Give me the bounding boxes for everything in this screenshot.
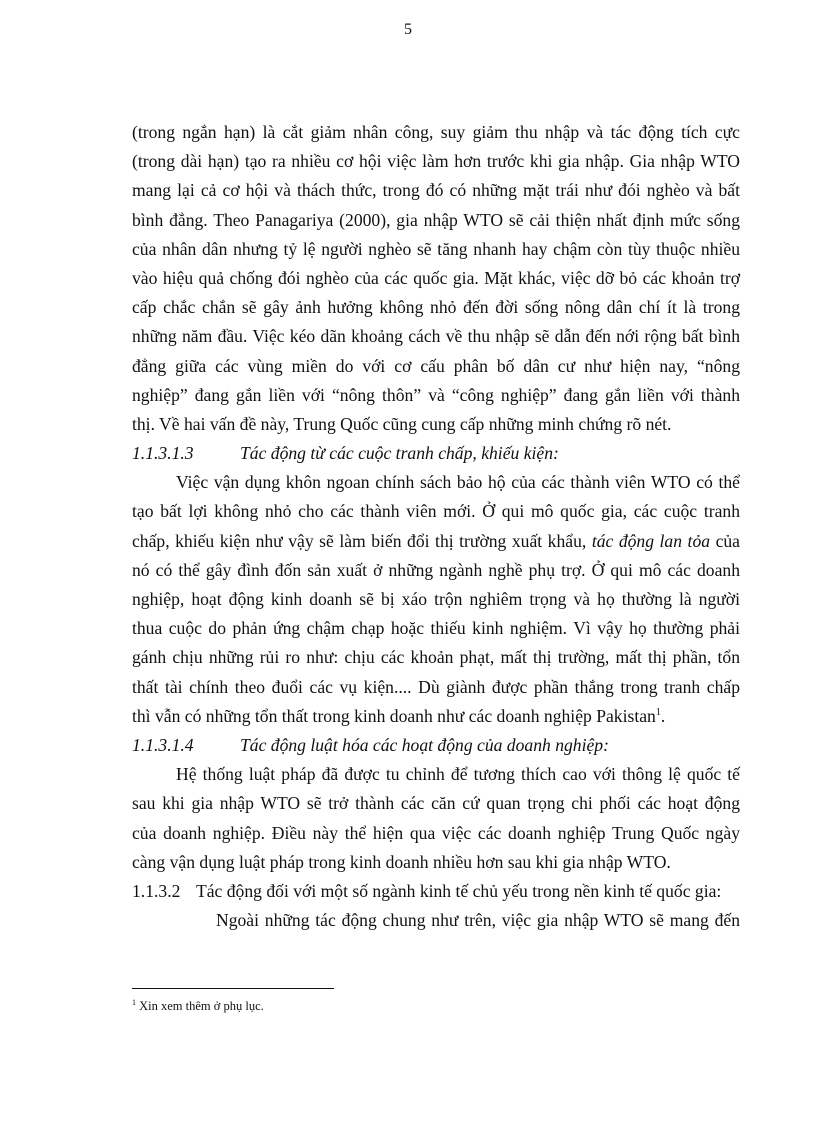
text-line: cấp chắc chắn sẽ gây ảnh hưởng không nhỏ đến đời sống nông dân chí ít là trong — [132, 297, 740, 318]
page-number: 5 — [404, 21, 412, 38]
section-heading-legalization — [132, 731, 740, 760]
text-line: thất tài chính theo đuổi các vụ kiện.... Dù giành được phần thắng trong tranh chấp — [132, 676, 740, 697]
document-body — [132, 118, 740, 935]
text-line-with-footnote: thì vẫn có những tổn thất trong kinh doanh như các doanh nghiệp Pakistan$^1$. — [132, 705, 666, 726]
section-heading-disputes — [132, 439, 740, 468]
text-line: đẳng giữa các vùng miền do với cơ cấu phân bố dân cư như hiện nay, “nông — [132, 355, 740, 376]
heading-text: Tác động từ các cuộc tranh chấp, khiếu kiện: — [240, 443, 559, 464]
text-line: Ngoài những tác động chung như trên, việc gia nhập WTO sẽ mang đến — [216, 910, 740, 931]
text-line: bình đẳng. Theo Panagariya (2000), gia nhập WTO sẽ cải thiện nhất định mức sống — [132, 209, 740, 230]
paragraph-legalization — [132, 760, 740, 877]
text-line: của doanh nghiệp. Điều này thể hiện qua việc các doanh nghiệp Trung Quốc ngày — [132, 822, 740, 843]
text-line: Hệ thống luật pháp đã được tu chỉnh để tương thích cao với thông lệ quốc tế — [176, 764, 740, 785]
section-heading-sectors — [132, 877, 740, 906]
text-line: những năm đầu. Việc kéo dãn khoảng cách về thu nhập sẽ dẫn đến nới rộng bất bình — [132, 326, 740, 347]
text-line: (trong dài hạn) tạo ra nhiều cơ hội việc làm hơn trước khi gia nhập. Gia nhập WTO — [132, 151, 740, 172]
text-line: càng vận dụng luật pháp trong kinh doanh nhiều hơn sau khi gia nhập WTO. — [132, 851, 671, 872]
text-segment: của — [715, 530, 740, 551]
heading-text: Tác động đối với một số ngành kinh tế chủ yếu trong nền kinh tế quốc gia: — [196, 880, 722, 901]
heading-number: 1.1.3.2 — [132, 880, 181, 901]
text-line: sau khi gia nhập WTO sẽ trở thành các căn cứ quan trọng chi phối các hoạt động — [132, 793, 740, 814]
text-segment: chấp, khiếu kiện như vậy sẽ làm biến đổi thị trường xuất khẩu, — [132, 530, 587, 551]
footnote-text: Xin xem thêm ở phụ lục. — [139, 999, 264, 1013]
text-segment: thì vẫn có những tổn thất trong kinh doanh như các doanh nghiệp Pakistan — [132, 705, 656, 726]
text-line: vào hiệu quả chống đói nghèo của các quốc gia. Mặt khác, việc dỡ bỏ các khoản trợ — [132, 267, 740, 288]
heading-text: Tác động luật hóa các hoạt động của doanh nghiệp: — [240, 734, 609, 755]
footnote-separator — [132, 988, 334, 989]
text-line: nó có thể gây đình đốn sản xuất ở những ngành nghề phụ trợ. Ở qui mô các doanh — [132, 559, 740, 580]
paragraph-sectors-intro — [132, 906, 740, 935]
text-line: nghiệp, hoạt động kinh doanh sẽ bị xáo trộn nghiêm trọng và họ thường là người — [132, 589, 740, 609]
text-line: nghiệp” đang gắn liền với “nông thôn” và “công nghiệp” đang gắn liền với thành — [132, 384, 740, 405]
text-line-with-emphasis — [132, 527, 740, 556]
heading-number: 1.1.3.1.3 — [132, 443, 194, 464]
footnote-number: 1 — [132, 998, 136, 1007]
text-line: Việc vận dụng khôn ngoan chính sách bảo hộ của các thành viên WTO có thể — [176, 472, 740, 493]
emphasized-term: tác động lan tỏa — [591, 530, 711, 551]
text-line: (trong ngắn hạn) là cắt giảm nhân công, suy giảm thu nhập và tác động tích cực — [132, 122, 740, 142]
paragraph-disputes — [132, 468, 740, 731]
text-line: tạo bất lợi không nhỏ cho các thành viên mới. Ở qui mô quốc gia, các cuộc tranh — [132, 501, 740, 522]
heading-number: 1.1.3.1.4 — [132, 734, 194, 755]
footnote-reference[interactable]: 1 — [655, 706, 661, 718]
text-line: thị. Về hai vấn đề này, Trung Quốc cũng cung cấp những minh chứng rõ nét. — [132, 413, 672, 434]
text-line: của nhân dân nhưng tỷ lệ người nghèo sẽ tăng nhanh hay chậm còn tùy thuộc nhiều — [132, 238, 740, 259]
paragraph-poverty-inequality — [132, 118, 740, 439]
footnote — [132, 998, 740, 1014]
text-line: gánh chịu những rủi ro như: chịu các khoản phạt, mất thị trường, mất thị phần, tổn — [132, 647, 740, 668]
text-line: mang lại cả cơ hội và thách thức, trong đó có những mặt trái như đói nghèo và bất — [132, 180, 740, 201]
text-line: thua cuộc do phản ứng chậm chạp hoặc thiếu kinh nghiệm. Vì vậy họ thường phải — [132, 618, 740, 639]
